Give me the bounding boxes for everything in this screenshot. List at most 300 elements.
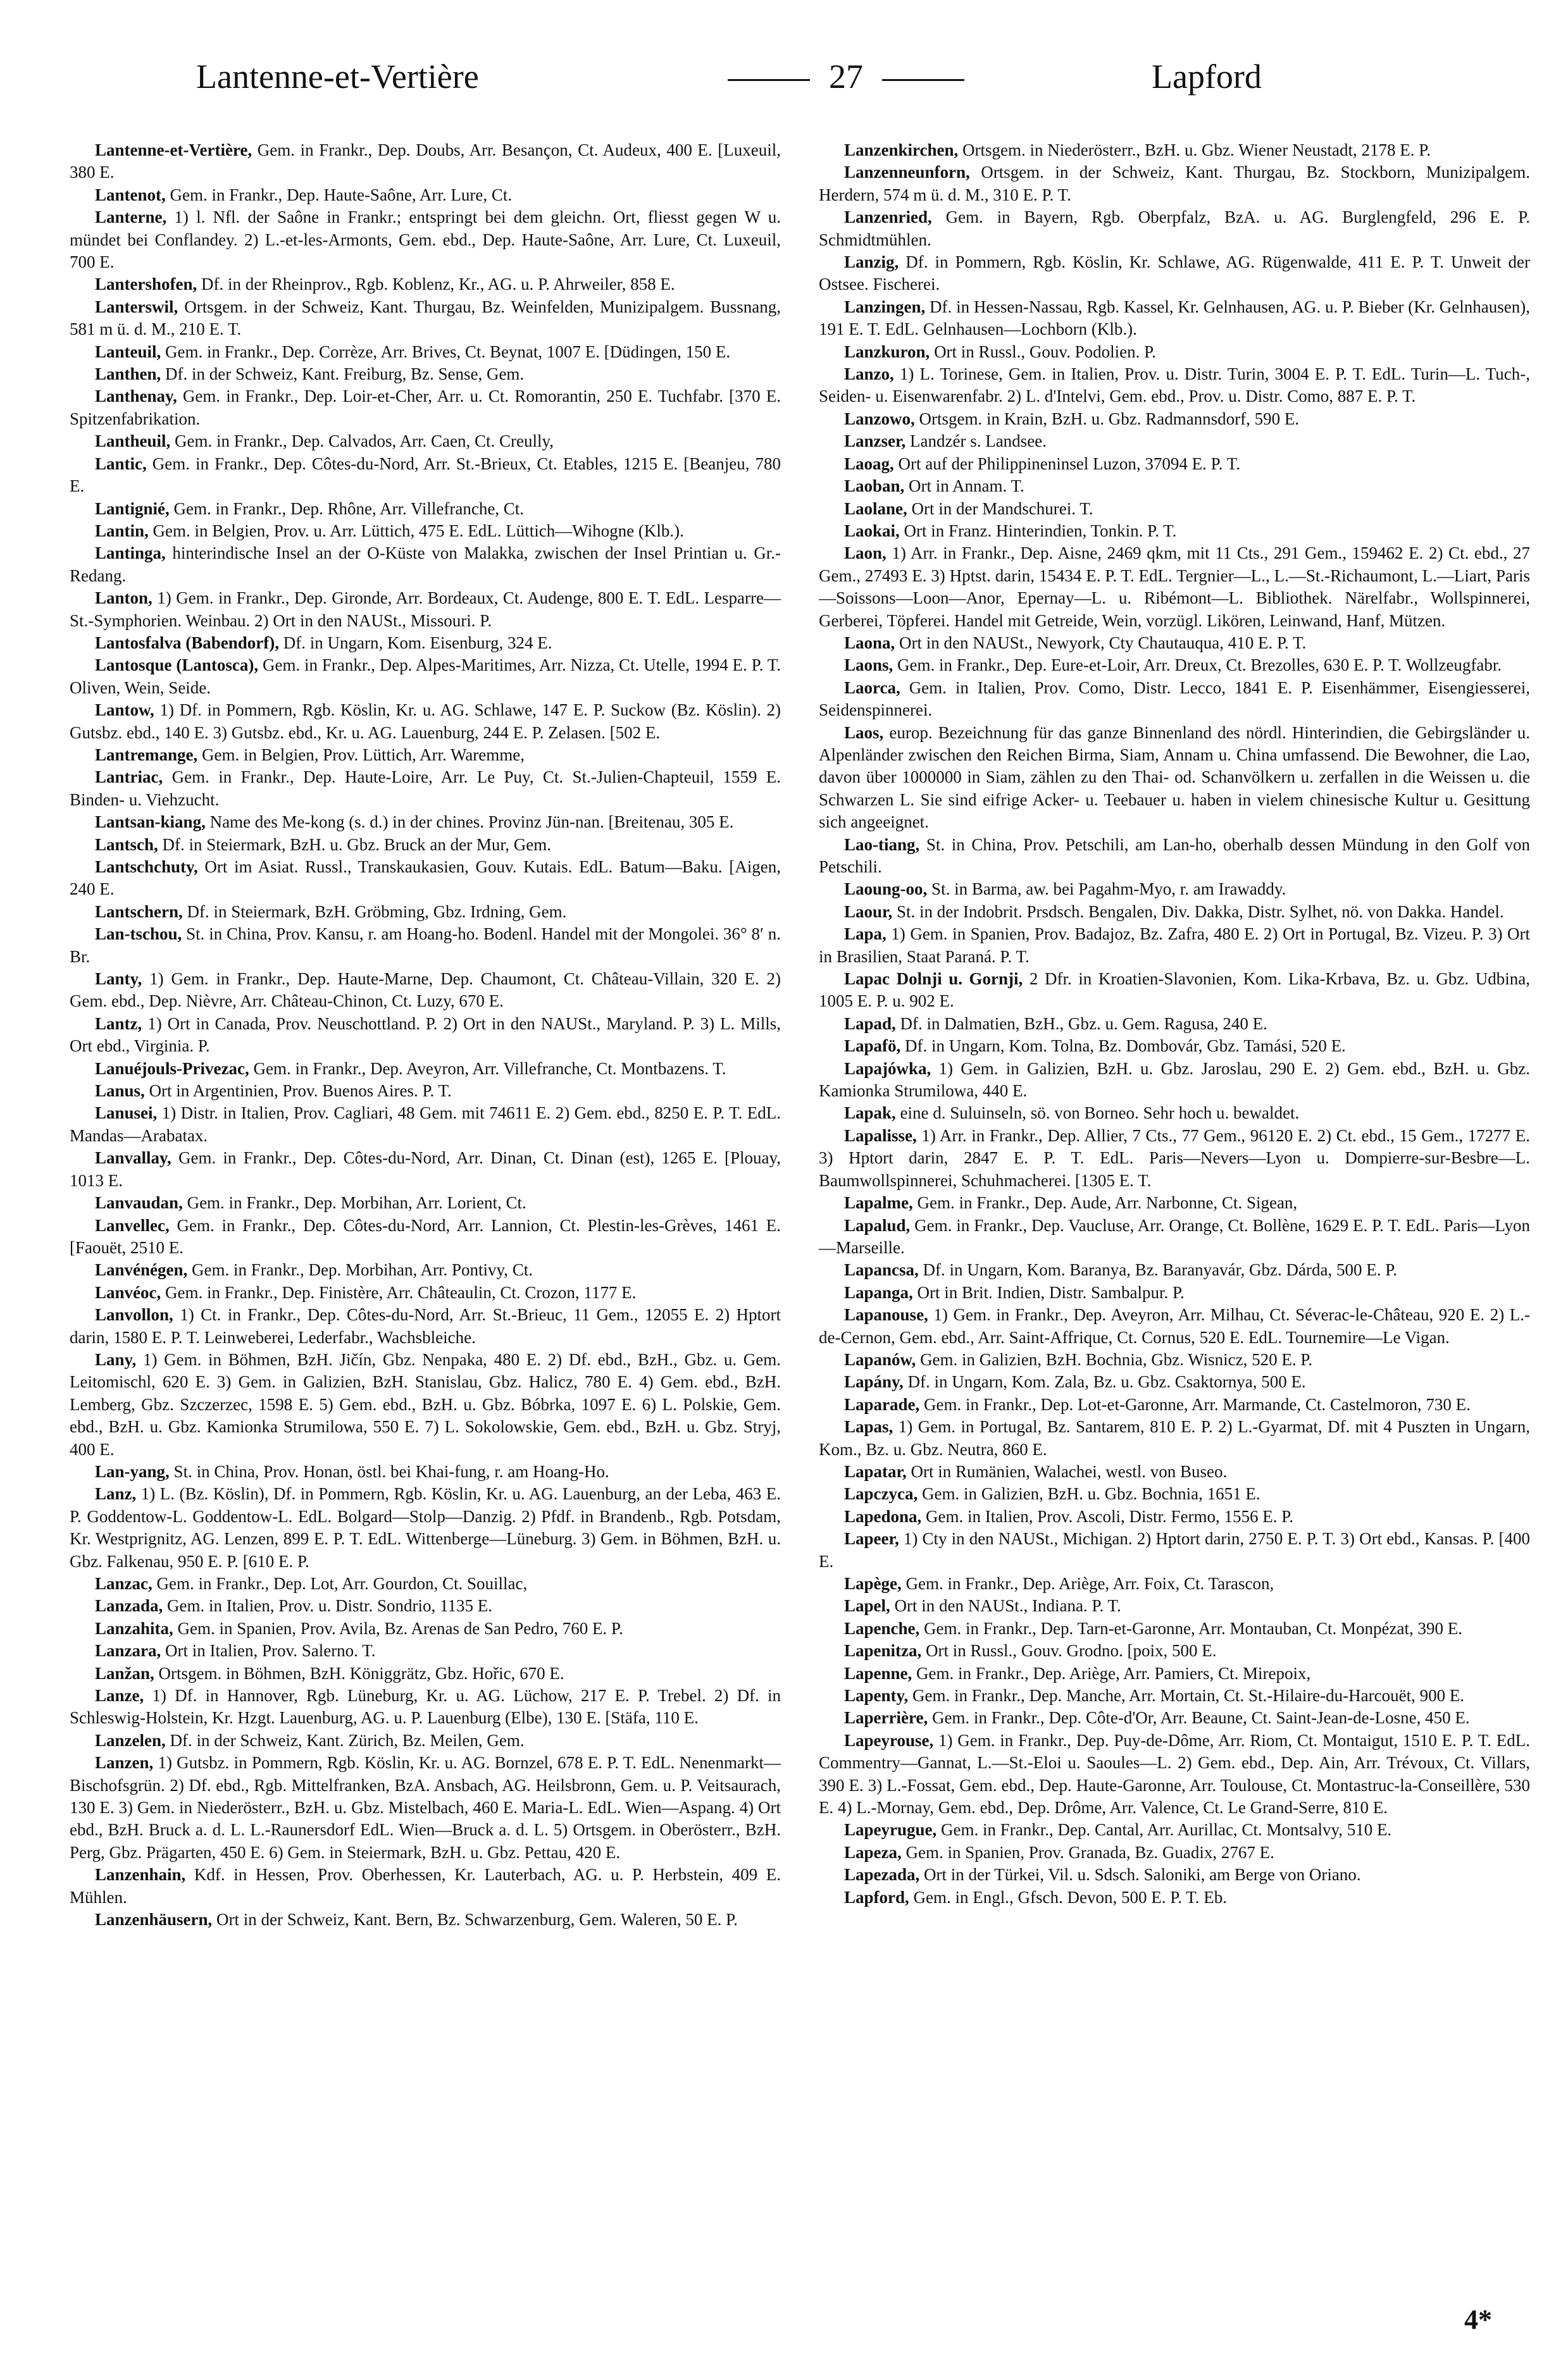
dictionary-entry (819, 1707, 1530, 1729)
dictionary-entry (70, 1663, 781, 1685)
entry-headword: Lapalisse, (844, 1125, 917, 1145)
entry-headword: Lanžan, (95, 1663, 154, 1683)
entry-text: Ort in der Schweiz, Kant. Bern, Bz. Schwarzenburg, Gem. Waleren, 50 E. P. (212, 1910, 738, 1930)
dictionary-entry (819, 1573, 1530, 1595)
entry-text: Gem. in Frankr., Dep. Aveyron, Arr. Villefranche, Ct. Montbazens. T. (249, 1058, 726, 1078)
entry-text: Name des Me-kong (s. d.) in der chines. Provinz Jün-nan. [Breitenau, 305 E. (205, 812, 734, 832)
dictionary-entry (70, 1013, 781, 1058)
entry-headword: Lapafö, (844, 1036, 901, 1056)
entry-text: 1) Gem. in Frankr., Dep. Aveyron, Arr. Milhau, Ct. Séverac-le-Château, 920 E. 2) L.-de-Cernon, Gem. ebd., Arr. Saint-Affrique, Ct. Cornus, 520 E. EdL. Tournemire—Le Vigan. (819, 1305, 1530, 1347)
dictionary-entry (819, 341, 1530, 363)
entry-headword: Laon, (844, 543, 887, 563)
entry-text: Gem. in Italien, Prov. Ascoli, Distr. Fermo, 1556 E. P. (921, 1506, 1294, 1526)
entry-headword: Lanteuil, (95, 342, 161, 361)
entry-text: eine d. Suluinseln, sö. von Borneo. Sehr hoch u. bewaldet. (895, 1103, 1300, 1123)
entry-text: 1) Gem. in Frankr., Dep. Puy-de-Dôme, Arr. Riom, Ct. Montaigut, 1510 E. P. T. EdL. Commentry—Gannat, L.—St.-Eloi u. Saoules—L. 2) Gem. ebd., Dep. Ain, Arr. Trévoux, Ct. Villars, 390 E. 3) L.-Fossat, Gem. ebd., Dep. Haute-Garonne, Arr. Toulouse, Ct. Montastruc-la-Conseillère, 530 E. 4) L.-Mornay, Gem. ebd., Dep. Drôme, Arr. Valence, Ct. Le Grand-Serre, 810 E. (819, 1730, 1530, 1818)
dictionary-entry (819, 1483, 1530, 1505)
entry-text: Df. in Ungarn, Kom. Baranya, Bz. Baranyavár, Gbz. Dárda, 500 E. P. (918, 1260, 1398, 1280)
entry-headword: Lanvollon, (95, 1305, 173, 1325)
entry-text: Ort in Rumänien, Walachei, westl. von Buseo. (906, 1461, 1228, 1481)
entry-headword: Lanvénégen, (95, 1260, 188, 1280)
entry-text: Gem. in Frankr., Dep. Loir-et-Cher, Arr. u. Ct. Romorantin, 250 E. Tuchfabr. [370 E. Spitzenfabrikation. (70, 387, 781, 428)
entry-headword: Lantershofen, (95, 275, 197, 294)
dictionary-entry (70, 1483, 781, 1573)
entry-headword: Lanty, (95, 969, 142, 989)
dictionary-entry (819, 1819, 1530, 1841)
page-header (70, 44, 1530, 114)
entry-headword: Lantin, (95, 521, 149, 540)
entry-text: Df. in Dalmatien, BzH., Gbz. u. Gem. Ragusa, 240 E. (895, 1013, 1267, 1033)
entry-headword: Lantow, (95, 700, 154, 720)
dictionary-entry (70, 587, 781, 632)
entry-headword: Lanz, (95, 1484, 137, 1504)
entry-text: Gem. in Frankr., Dep. Haute-Saône, Arr. Lure, Ct. (165, 185, 513, 204)
entry-text: Ortsgem. in Krain, BzH. u. Gbz. Radmannsdorf, 590 E. (914, 409, 1300, 428)
dictionary-entry (70, 385, 781, 430)
dictionary-entry (819, 1685, 1530, 1707)
entry-text: 1) Gem. in Böhmen, BzH. Jičín, Gbz. Nenpaka, 480 E. 2) Df. ebd., BzH., Gbz. u. Gem. Leitomischl, 620 E. 3) Gem. in Galizien, BzH. Stanislau, Gbz. Halicz, 780 E. 4) Gem. ebd., BzH. Lemberg, Gbz. Szczerzec, 1598 E. 5) Gem. ebd., BzH. u. Gbz. Bóbrka, 1097 E. 6) L. Polskie, Gem. ebd., BzH. u. Gbz. Kamionka Strumilowa, 550 E. 7) L. Sokolowskie, Gem. ebd., BzH. u. Gbz. Stryj, 400 E. (70, 1349, 781, 1459)
entry-headword: Lantinga, (95, 543, 166, 563)
dictionary-entry (70, 834, 781, 856)
entry-headword: Laoung-oo, (844, 879, 928, 899)
dictionary-entry (70, 520, 781, 542)
entry-text: Gem. in Engl., Gfsch. Devon, 500 E. P. T. Eb. (909, 1887, 1227, 1907)
entry-text: Ortsgem. in Böhmen, BzH. Königgrätz, Gbz. Hořic, 670 E. (154, 1663, 564, 1683)
dictionary-entry (819, 1864, 1530, 1886)
dictionary-entry (819, 1461, 1530, 1483)
entry-headword: Laos, (844, 722, 884, 742)
entry-text: Gem. in Frankr., Dep. Lot-et-Garonne, Arr. Marmande, Ct. Castelmoron, 730 E. (919, 1394, 1471, 1414)
dictionary-entry (819, 1102, 1530, 1124)
entry-text: Ort im Asiat. Russl., Transkaukasien, Gouv. Kutais. EdL. Batum—Baku. [Aigen, 240 E. (70, 857, 781, 899)
entry-text: Gem. in Bayern, Rgb. Oberpfalz, BzA. u. AG. Burglengfeld, 296 E. P. Schmidtmühlen. (819, 208, 1530, 249)
entry-text: Gem. in Frankr., Dep. Corrèze, Arr. Brives, Ct. Beynat, 1007 E. [Düdingen, 150 E. (161, 342, 731, 361)
dictionary-entry (70, 1640, 781, 1662)
entry-headword: Lanus, (95, 1081, 145, 1101)
entry-headword: Lapenty, (844, 1686, 909, 1706)
dictionary-entry (70, 273, 781, 295)
entry-text: Ort auf der Philippineninsel Luzon, 37094 E. P. T. (893, 454, 1240, 473)
dictionary-entry (70, 1618, 781, 1640)
dictionary-entry (70, 1909, 781, 1931)
left-column (70, 139, 781, 1931)
dictionary-entry (819, 1304, 1530, 1349)
entry-text: Gem. in Frankr., Dep. Ariège, Arr. Foix, Ct. Tarascon, (901, 1574, 1274, 1593)
entry-text: Gem. in Frankr., Dep. Doubs, Arr. Besançon, Ct. Audeux, 400 E. [Luxeuil, 380 E. (70, 140, 781, 182)
entry-headword: Lapenne, (844, 1663, 912, 1683)
dictionary-entry (70, 296, 781, 341)
dictionary-entry (819, 1125, 1530, 1192)
entry-text: Gem. in Frankr., Dep. Lot, Arr. Gourdon, Ct. Souillac, (152, 1574, 528, 1593)
dictionary-entry (819, 1663, 1530, 1685)
entry-headword: Lantosfalva (Babendorf), (95, 633, 280, 652)
dictionary-entry (819, 1371, 1530, 1393)
dictionary-entry (819, 296, 1530, 341)
entry-text: Gem. in Frankr., Dep. Calvados, Arr. Caen, Ct. Creully, (170, 431, 554, 451)
entry-text: 1) Gem. in Frankr., Dep. Haute-Marne, Dep. Chaumont, Ct. Château-Villain, 320 E. 2) Gem. ebd., Dep. Nièvre, Arr. Château-Chinon, Ct. Luzy, 670 E. (70, 969, 781, 1011)
entry-headword: Lapajówka, (844, 1058, 931, 1078)
dictionary-entry (70, 1349, 781, 1461)
entry-headword: Lapenitza, (844, 1641, 922, 1661)
entry-text: 1) l. Nfl. der Saône in Frankr.; entspringt bei dem gleichn. Ort, fliesst gegen W u. mündet bei Conflandey. 2) L.-et-les-Armonts, Gem. ebd., Dep. Haute-Saône, Arr. Lure, Ct. Luxeuil, 700 E. (70, 208, 781, 272)
entry-text: Df. in Pommern, Rgb. Köslin, Kr. Schlawe, AG. Rügenwalde, 411 E. P. T. Unweit der Ostsee. Fischerei. (819, 252, 1530, 294)
entry-text: 1) Df. in Pommern, Rgb. Köslin, Kr. u. AG. Schlawe, 147 E. P. Suckow (Bz. Köslin). 2) Gutsbz. ebd., 140 E. 3) Gutsbz. ebd., Kr. u. AG. Lauenburg, 244 E. P. Zelasen. [502 E. (70, 700, 781, 742)
entry-text: Gem. in Frankr., Dep. Manche, Arr. Mortain, Ct. St.-Hilaire-du-Harcouët, 900 E. (908, 1686, 1465, 1706)
entry-headword: Lapatar, (844, 1461, 907, 1481)
dictionary-entry (70, 1192, 781, 1214)
dictionary-entry (819, 1528, 1530, 1573)
dictionary-entry (819, 834, 1530, 879)
entry-text: Ort in Italien, Prov. Salerno. T. (161, 1641, 376, 1661)
dictionary-entry (70, 542, 781, 587)
dictionary-entry (819, 1595, 1530, 1617)
dictionary-entry (70, 341, 781, 363)
entry-text: Gem. in Frankr., Dep. Rhône, Arr. Villefranche, Ct. (169, 499, 525, 518)
entry-text: St. in China, Prov. Petschili, am Lan-ho, oberhalb dessen Mündung in den Golf von Petschili. (819, 834, 1530, 876)
entry-text: Ort in Russl., Gouv. Grodno. [poix, 500 E. (921, 1641, 1217, 1661)
dictionary-entry (819, 1506, 1530, 1528)
entry-text: Ort in der Mandschurei. T. (907, 499, 1093, 518)
entry-text: Ort in Brit. Indien, Distr. Sambalpur. P. (912, 1282, 1185, 1302)
entry-headword: Lapezada, (844, 1865, 920, 1885)
dictionary-entry (70, 1215, 781, 1260)
entry-headword: Lao-tiang, (844, 834, 920, 854)
entry-headword: Lanzig, (844, 252, 899, 272)
dictionary-entry (70, 811, 781, 833)
entry-headword: Lantriac, (95, 767, 163, 787)
entry-headword: Lanuéjouls-Privezac, (95, 1058, 249, 1078)
entry-headword: Lapa, (844, 924, 887, 944)
entry-text: 1) L. Torinese, Gem. in Italien, Prov. u. Distr. Turin, 3004 E. P. T. EdL. Turin—L. Tuch-, Seiden- u. Eisenwarenfabr. 2) L. d'Intelvi, Gem. ebd., Prov. u. Distr. Como, 887 E. P. T. (819, 364, 1530, 406)
entry-headword: Lapanów, (844, 1349, 916, 1369)
dictionary-entry (819, 1887, 1530, 1909)
dictionary-entry (819, 1035, 1530, 1057)
entry-headword: Lany, (95, 1349, 137, 1369)
entry-text: Gem. in Frankr., Dep. Ariège, Arr. Pamiers, Ct. Mirepoix, (912, 1663, 1311, 1683)
entry-text: St. in der Indobrit. Prsdsch. Bengalen, Div. Dakka, Distr. Sylhet, nö. von Dakka. Handel. (892, 902, 1504, 921)
entry-text: europ. Bezeichnung für das ganze Binnenland des nördl. Hinterindien, die Gebirgsländer u. Alpenländer zwischen den Reichen Birma, Siam, Annam u. China umfassend. Die Bewohner, die Lao, davon über 1000000 in Siam, zählen zu den Thai- od. Schanvölkern u. zerfallen in die Weissen u. die Schwarzen L. Sie sind eifrige Acker- u. Teebauer u. haben in vielem chinesische Kultur u. Gesittung sich angeeignet. (819, 722, 1530, 832)
entry-text: Gem. in Frankr., Dep. Cantal, Arr. Aurillac, Ct. Montsalvy, 510 E. (936, 1820, 1392, 1840)
entry-headword: Lanzowo, (844, 409, 915, 428)
entry-headword: Lanzser, (844, 431, 906, 451)
dictionary-entry (819, 1416, 1530, 1461)
entry-headword: Lapczyca, (844, 1484, 918, 1504)
entry-text: Df. in Ungarn, Kom. Tolna, Bz. Dombovár, Gbz. Tamási, 520 E. (900, 1036, 1346, 1056)
entry-headword: Laorca, (844, 678, 900, 697)
running-head-right: Lapford (1152, 58, 1262, 96)
entry-text: St. in China, Prov. Honan, östl. bei Khai-fung, r. am Hoang-Ho. (169, 1461, 609, 1481)
entry-text: 1) Gem. in Portugal, Bz. Santarem, 810 E. P. 2) L.-Gyarmat, Df. mit 4 Puszten in Ungarn, Kom., Bz. u. Gbz. Neutra, 860 E. (819, 1417, 1530, 1459)
dictionary-entry (819, 1282, 1530, 1304)
dictionary-entry (819, 139, 1530, 161)
dictionary-entry (819, 1192, 1530, 1214)
entry-text: Gem. in Italien, Prov. u. Distr. Sondrio, 1135 E. (163, 1596, 492, 1616)
dictionary-entry (70, 632, 781, 654)
dictionary-entry (70, 430, 781, 452)
entry-headword: Lanzenkirchen, (844, 140, 959, 159)
dictionary-entry (70, 1102, 781, 1147)
dictionary-entry (819, 363, 1530, 408)
entry-headword: Laolane, (844, 499, 907, 518)
entry-text: Gem. in Galizien, BzH. Bochnia, Gbz. Wisnicz, 520 E. P. (916, 1349, 1313, 1369)
entry-headword: Lantsan-kiang, (95, 812, 206, 832)
entry-text: Ort in Franz. Hinterindien, Tonkin. P. T. (899, 521, 1177, 540)
entry-text: Ort in der Türkei, Vil. u. Sdsch. Saloniki, am Berge von Oriano. (919, 1865, 1361, 1885)
dictionary-entry (70, 1685, 781, 1730)
dictionary-entry (70, 1058, 781, 1080)
dictionary-entry (70, 766, 781, 811)
entry-text: Gem. in Frankr., Dep. Morbihan, Arr. Pontivy, Ct. (187, 1260, 533, 1280)
entry-headword: Lanzelen, (95, 1730, 166, 1750)
entry-text: 1) Gem. in Spanien, Prov. Badajoz, Bz. Zafra, 480 E. 2) Ort in Portugal, Bz. Vizeu. P. 3) Ort in Brasilien, Staat Paraná. P. T. (819, 924, 1530, 966)
entry-headword: Lantschchuty, (95, 857, 198, 876)
entry-text: hinterindische Insel an der O-Küste von Malakka, zwischen der Insel Printian u. Gr.-Redang. (70, 543, 781, 585)
dictionary-entry (819, 1394, 1530, 1416)
entry-headword: Lapalud, (844, 1215, 911, 1235)
entry-text: Gem. in Frankr., Dep. Alpes-Maritimes, Arr. Nizza, Ct. Utelle, 1994 E. P. T. Oliven, Wein, Seide. (70, 655, 781, 697)
entry-headword: Lanzenneunforn, (844, 163, 970, 182)
dictionary-entry (70, 453, 781, 498)
entry-text: Ort in Annam. T. (904, 476, 1024, 496)
entry-headword: Lapeyrouse, (844, 1730, 934, 1750)
entry-headword: Lapalme, (844, 1193, 913, 1213)
entry-headword: Lantenne-et-Vertière, (95, 140, 252, 159)
entry-text: 1) Cty in den NAUSt., Michigan. 2) Hptort darin, 2750 E. P. T. 3) Ort ebd., Kansas. P. [400 E. (819, 1529, 1530, 1571)
entry-headword: Lanthen, (95, 364, 161, 384)
dictionary-entry (819, 1215, 1530, 1260)
entry-text: Gem. in Frankr., Dep. Côtes-du-Nord, Arr. St.-Brieux, Ct. Etables, 1215 E. [Beanjeu, 780 E. (70, 454, 781, 496)
entry-headword: Lantremange, (95, 745, 198, 764)
entry-headword: Lanvéoc, (95, 1282, 161, 1302)
entry-text: Ort in Russl., Gouv. Podolien. P. (930, 342, 1156, 361)
entry-text: Df. in Steiermark, BzH. u. Gbz. Bruck an der Mur, Gem. (158, 834, 552, 854)
entry-text: Ort in den NAUSt., Indiana. P. T. (890, 1596, 1121, 1616)
dictionary-entry (819, 901, 1530, 923)
dictionary-entry (70, 1752, 781, 1864)
entry-headword: Lan-tschou, (95, 924, 182, 944)
entry-text: 1) Arr. in Frankr., Dep. Aisne, 2469 qkm, mit 11 Cts., 291 Gem., 159462 E. 2) Ct. ebd., 27 Gem., 27493 E. 3) Hptst. darin, 15434 E. P. T. EdL. Tergnier—L., L.—St.-Richaumont, L.—Liart, Paris—Soissons—Loon—Anor, Epernay—L. u. Ribémont—L. Bibliothek. Närelfabr., Wollspinnerei, Gerberei, Töpferei. Handel mit Getreide, Wein, vorzügl. Likören, Leinwand, Hanf, Mützen. (819, 543, 1530, 630)
entry-headword: Lanzara, (95, 1641, 161, 1661)
entry-text: 1) Gem. in Galizien, BzH. u. Gbz. Jaroslau, 290 E. 2) Gem. ebd., BzH. u. Gbz. Kamionka Strumilowa, 440 E. (819, 1058, 1530, 1101)
entry-headword: Lapancsa, (844, 1260, 919, 1280)
entry-text: Df. in Hessen-Nassau, Rgb. Kassel, Kr. Gelnhausen, AG. u. P. Bieber (Kr. Gelnhausen), 191 E. T. EdL. Gelnhausen—Lochborn (Klb.). (819, 297, 1530, 339)
dictionary-entry (70, 206, 781, 273)
entry-text: 1) Ct. in Frankr., Dep. Côtes-du-Nord, Arr. St.-Brieuc, 11 Gem., 12055 E. 2) Hptort darin, 1580 E. P. T. Leinweberei, Lederfabr., Wachsbleiche. (70, 1305, 781, 1347)
entry-headword: Lanzahita, (95, 1618, 173, 1638)
entry-headword: Lantschern, (95, 902, 183, 921)
dictionary-entry (70, 1304, 781, 1349)
entry-text: Ortsgem. in der Schweiz, Kant. Thurgau, Bz. Stockborn, Munizipalgem. Herdern, 574 m ü. d. M., 310 E. P. T. (819, 163, 1530, 204)
entry-headword: Lanzac, (95, 1574, 152, 1593)
entry-headword: Lanthenay, (95, 387, 177, 406)
dictionary-entry (70, 1282, 781, 1304)
entry-text: Ortsgem. in Niederösterr., BzH. u. Gbz. Wiener Neustadt, 2178 E. P. (958, 140, 1431, 159)
entry-text: Gem. in Frankr., Dep. Finistère, Arr. Châteaulin, Ct. Crozon, 1177 E. (161, 1282, 637, 1302)
entry-text: St. in China, Prov. Kansu, r. am Hoang-ho. Bodenl. Handel mit der Mongolei. 36° 8′ n. Br. (70, 924, 781, 966)
entry-text: Gem. in Spanien, Prov. Granada, Bz. Guadix, 2767 E. (901, 1842, 1274, 1862)
entry-text: Df. in der Rheinprov., Rgb. Koblenz, Kr., AG. u. P. Ahrweiler, 858 E. (197, 275, 675, 294)
entry-text: Gem. in Frankr., Dep. Tarn-et-Garonne, Arr. Montauban, Ct. Monpézat, 390 E. (919, 1618, 1462, 1638)
entry-headword: Lantosque (Lantosca), (95, 655, 259, 675)
dictionary-entry (819, 475, 1530, 497)
entry-headword: Lapac Dolnji u. Gornji, (844, 969, 1023, 989)
entry-text: St. in Barma, aw. bei Pagahm-Myo, r. am Irawaddy. (927, 879, 1286, 899)
dictionary-entry (819, 722, 1530, 834)
entry-headword: Lanterswil, (95, 297, 178, 316)
dictionary-entry (70, 654, 781, 699)
entry-text: Kdf. in Hessen, Prov. Oberhessen, Kr. Lauterbach, AG. u. P. Herbstein, 409 E. Mühlen. (70, 1865, 781, 1907)
entry-text: Df. in Steiermark, BzH. Gröbming, Gbz. Irdning, Gem. (182, 902, 567, 921)
entry-headword: Lanton, (95, 588, 152, 608)
dictionary-entry (819, 1842, 1530, 1864)
entry-text: Ort in Argentinien, Prov. Buenos Aires. P. T. (144, 1081, 452, 1101)
dictionary-entry (819, 251, 1530, 296)
dictionary-entry (70, 1595, 781, 1617)
dictionary-entry (70, 1461, 781, 1483)
dictionary-entry (70, 184, 781, 206)
entry-text: 2 Dfr. in Kroatien-Slavonien, Kom. Lika-Krbava, Bz. u. Gbz. Udbina, 1005 E. P. u. 902 E. (819, 969, 1530, 1011)
dictionary-entry (819, 968, 1530, 1013)
entry-headword: Lantz, (95, 1013, 142, 1033)
entry-headword: Lapány, (844, 1372, 904, 1392)
entry-headword: Lanze, (95, 1686, 144, 1706)
entry-text: 1) L. (Bz. Köslin), Df. in Pommern, Rgb. Köslin, Kr. u. AG. Lauenburg, an der Leba, 463 E. P. Goddentow-L. Goddentow-L. EdL. Bolgard—Stolp—Danzig. 2) Pfdf. in Brandenb., Rgb. Potsdam, Kr. Westprignitz, AG. Lenzen, 899 E. P. T. EdL. Wittenberge—Lüneburg. 3) Gem. in Böhmen, BzH. u. Gbz. Falkenau, 950 E. P. [610 E. P. (70, 1484, 781, 1571)
entry-headword: Laons, (844, 655, 893, 675)
dictionary-entry (70, 968, 781, 1013)
entry-headword: Lanzkuron, (844, 342, 930, 361)
entry-headword: Lapford, (844, 1887, 909, 1907)
entry-text: Landzér s. Landsee. (905, 431, 1047, 451)
dictionary-entry (819, 520, 1530, 542)
dictionary-entry (70, 1730, 781, 1752)
entry-text: Gem. in Belgien, Prov. u. Arr. Lüttich, 475 E. EdL. Lüttich—Wihogne (Klb.). (148, 521, 684, 540)
entry-text: Gem. in Frankr., Dep. Haute-Loire, Arr. Le Puy, Ct. St.-Julien-Chapteuil, 1559 E. Binden- u. Viehzucht. (70, 767, 781, 809)
entry-headword: Laour, (844, 902, 893, 921)
entry-text: Gem. in Italien, Prov. Como, Distr. Lecco, 1841 E. P. Eisenhämmer, Eisengiesserei, Seidenspinnerei. (819, 678, 1530, 720)
entry-headword: Lanzingen, (844, 297, 926, 316)
entry-headword: Laoban, (844, 476, 905, 496)
dictionary-entry (819, 1618, 1530, 1640)
text-columns (70, 139, 1530, 1931)
dictionary-entry (819, 654, 1530, 676)
entry-headword: Laperrière, (844, 1708, 928, 1728)
dictionary-entry (70, 363, 781, 385)
dictionary-entry (70, 901, 781, 923)
dictionary-entry (819, 498, 1530, 520)
running-head-left: Lantenne-et-Vertière (196, 58, 479, 96)
entry-headword: Lantignié, (95, 499, 170, 518)
dictionary-entry (819, 1259, 1530, 1281)
dictionary-entry (819, 408, 1530, 430)
dictionary-entry (819, 430, 1530, 452)
entry-headword: Lapeer, (844, 1529, 899, 1549)
dictionary-entry (819, 878, 1530, 900)
dictionary-entry (70, 1259, 781, 1281)
entry-headword: Lanvallay, (95, 1148, 171, 1168)
entry-headword: Lanvaudan, (95, 1193, 183, 1213)
entry-headword: Laokai, (844, 521, 900, 540)
dictionary-entry (70, 1573, 781, 1595)
dictionary-entry (819, 1349, 1530, 1371)
entry-headword: Lapeza, (844, 1842, 902, 1862)
entry-headword: Laona, (844, 633, 895, 652)
entry-text: 1) Ort in Canada, Prov. Neuschottland. P. 2) Ort in den NAUSt., Maryland. P. 3) L. Mills, Ort ebd., Virginia. P. (70, 1013, 781, 1056)
entry-text: Gem. in Spanien, Prov. Avila, Bz. Arenas de San Pedro, 760 E. P. (173, 1618, 623, 1638)
entry-text: Gem. in Frankr., Dep. Côte-d'Or, Arr. Beaune, Ct. Saint-Jean-de-Losne, 450 E. (928, 1708, 1470, 1728)
entry-text: 1) Distr. in Italien, Prov. Cagliari, 48 Gem. mit 74611 E. 2) Gem. ebd., 8250 E. P. T. EdL. Mandas—Arabatax. (70, 1103, 781, 1145)
entry-headword: Lantsch, (95, 834, 158, 854)
dictionary-entry (70, 1147, 781, 1192)
entry-text: 1) Gutsbz. in Pommern, Rgb. Köslin, Kr. u. AG. Bornzel, 678 E. P. T. EdL. Nenenmarkt—Bischofsgrün. 2) Df. ebd., Rgb. Mittelfranken, BzA. Ansbach, AG. Heilsbronn, Gem. u. P. Veitsaurach, 130 E. 3) Gem. in Niederösterr., BzH. u. Gbz. Mistelbach, 460 E. Maria-L. EdL. Wien—Aspang. 4) Ort ebd., BzH. Bruck a. d. L. L.-Raunersdorf EdL. Wien—Bruck a. d. L. 5) Ortsgem. in Oberösterr., BzH. Perg, Gbz. Prägarten, 450 E. 6) Gem. in Steiermark, BzH. u. Gbz. Pettau, 420 E. (70, 1753, 781, 1862)
dictionary-entry (819, 453, 1530, 475)
entry-text: Df. in der Schweiz, Kant. Freiburg, Bz. Sense, Gem. (161, 364, 525, 384)
entry-headword: Lanvellec, (95, 1215, 170, 1235)
entry-headword: Lapenche, (844, 1618, 920, 1638)
dictionary-entry (819, 677, 1530, 722)
entry-text: 1) Arr. in Frankr., Dep. Allier, 7 Cts., 77 Gem., 96120 E. 2) Ct. ebd., 15 Gem., 17277 E. 3) Hptort darin, 2847 E. P. T. EdL. Paris—Nevers—Lyon u. Dompierre-sur-Besbre—L. Baumwollspinnerei, Schuhmacherei. [1305 E. T. (819, 1125, 1530, 1190)
entry-headword: Lapak, (844, 1103, 896, 1123)
entry-headword: Lapège, (844, 1574, 902, 1593)
entry-text: Ort in den NAUSt., Newyork, Cty Chautauqua, 410 E. P. T. (895, 633, 1307, 652)
entry-headword: Lanzenhain, (95, 1865, 186, 1885)
dictionary-entry (70, 744, 781, 766)
entry-headword: Lanzo, (844, 364, 894, 384)
dictionary-entry (70, 498, 781, 520)
entry-headword: Lapel, (844, 1596, 890, 1616)
dictionary-entry (70, 139, 781, 184)
entry-text: Gem. in Frankr., Dep. Côtes-du-Nord, Arr. Dinan, Ct. Dinan (est), 1265 E. [Plouay, 1013 E. (70, 1148, 781, 1190)
dictionary-entry (819, 923, 1530, 968)
dictionary-entry (819, 206, 1530, 251)
entry-headword: Lantheuil, (95, 431, 171, 451)
entry-headword: Lapeyrugue, (844, 1820, 937, 1840)
entry-text: Gem. in Frankr., Dep. Morbihan, Arr. Lorient, Ct. (182, 1193, 526, 1213)
dictionary-entry (70, 856, 781, 901)
dictionary-entry (70, 699, 781, 744)
dictionary-entry (819, 1730, 1530, 1819)
entry-headword: Lanzada, (95, 1596, 163, 1616)
dictionary-entry (70, 1080, 781, 1102)
entry-text: Gem. in Frankr., Dep. Côtes-du-Nord, Arr. Lannion, Ct. Plestin-les-Grèves, 1461 E. [Faouët, 2510 E. (70, 1215, 781, 1257)
dictionary-entry (70, 1864, 781, 1909)
entry-text: Df. in Ungarn, Kom. Zala, Bz. u. Gbz. Csaktornya, 500 E. (903, 1372, 1306, 1392)
entry-text: Gem. in Belgien, Prov. Lüttich, Arr. Waremme, (197, 745, 525, 764)
entry-headword: Laparade, (844, 1394, 920, 1414)
entry-text: Gem. in Frankr., Dep. Vaucluse, Arr. Orange, Ct. Bollène, 1629 E. P. T. EdL. Paris—Lyon—Marseille. (819, 1215, 1530, 1257)
right-column (819, 139, 1530, 1931)
entry-headword: Lantenot, (95, 185, 166, 204)
entry-text: Df. in der Schweiz, Kant. Zürich, Bz. Meilen, Gem. (165, 1730, 525, 1750)
entry-headword: Lapanouse, (844, 1305, 928, 1325)
entry-headword: Lapedona, (844, 1506, 922, 1526)
entry-headword: Lan-yang, (95, 1461, 170, 1481)
entry-text: Gem. in Frankr., Dep. Eure-et-Loir, Arr. Dreux, Ct. Brezolles, 630 E. P. T. Wollzeugfabr. (893, 655, 1502, 675)
entry-headword: Lanzenhäusern, (95, 1910, 213, 1930)
entry-headword: Lanterne, (95, 208, 167, 227)
dictionary-entry (819, 1640, 1530, 1662)
entry-headword: Lapanga, (844, 1282, 913, 1302)
dictionary-entry (819, 1013, 1530, 1035)
signature-mark: 4* (1464, 2304, 1492, 2335)
entry-headword: Lanzen, (95, 1753, 154, 1773)
entry-headword: Lapas, (844, 1417, 893, 1437)
entry-text: Df. in Ungarn, Kom. Eisenburg, 324 E. (279, 633, 552, 652)
entry-headword: Lantic, (95, 454, 147, 473)
dictionary-entry (819, 1058, 1530, 1103)
entry-text: Gem. in Frankr., Dep. Aude, Arr. Narbonne, Ct. Sigean, (912, 1193, 1298, 1213)
dictionary-entry (819, 161, 1530, 206)
entry-headword: Lapad, (844, 1013, 896, 1033)
